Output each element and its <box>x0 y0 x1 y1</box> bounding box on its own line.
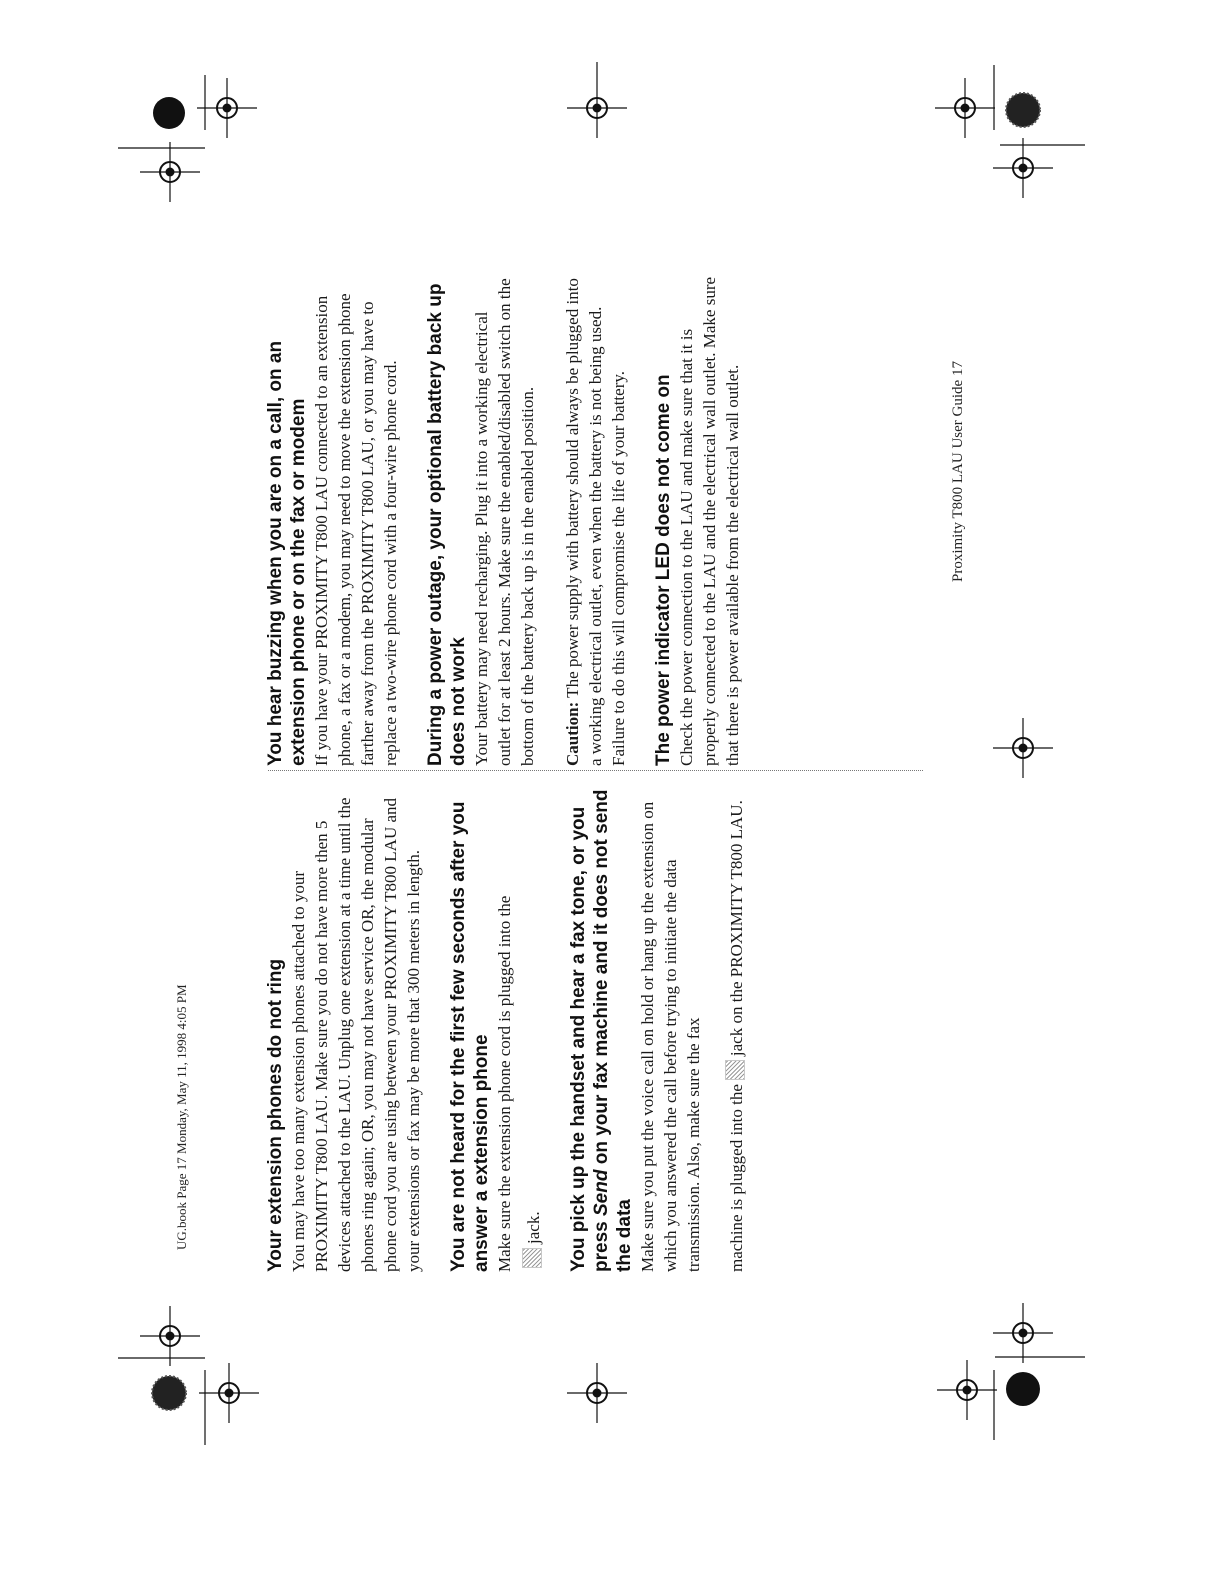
extension-jack-icon <box>522 1248 542 1268</box>
crosshair-icon <box>567 78 627 138</box>
title-part: on your fax machine and it does not send the data <box>591 789 635 1272</box>
section-body-continued <box>725 776 748 1272</box>
registration-dot-top-right <box>1006 93 1040 127</box>
section-title: During a power outage, your optional battery back up does not work <box>425 283 469 766</box>
caution-label: Caution: <box>563 701 582 766</box>
registration-dot-top-left <box>153 97 185 129</box>
section-not-heard-first-seconds <box>447 776 545 1272</box>
section-buzzing <box>264 270 402 766</box>
section-body: Make sure the extension phone cord is plugged into the <box>495 895 514 1272</box>
crosshair-icon <box>993 718 1053 778</box>
title-part: You pick up the handset and hear a fax tone, or you press <box>568 806 612 1272</box>
caution-text: The power supply with battery should always be plugged into a working electrical outlet, even when the battery is not being used. Failure to do this will compromise the life of your battery. <box>563 278 628 766</box>
crosshair-icon <box>567 1363 627 1423</box>
body-part: machine is plugged into the <box>727 1084 746 1272</box>
section-body: Make sure you put the voice call on hold or hang up the extension on which you answered the call before trying to initiate the data transmission. Also, make sure the fax <box>638 801 703 1272</box>
crosshair-icon <box>993 138 1053 198</box>
section-body: Your battery may need recharging. Plug it into a working electrical outlet for at least 2 hours. Make sure the enabled/disabled switch on the bottom of the battery back up is in the enabled position. <box>472 278 537 766</box>
registration-dot-bottom-left <box>152 1376 186 1410</box>
column-divider <box>268 770 923 771</box>
crosshair-icon <box>937 1360 997 1420</box>
body-part: jack on the PROXIMITY T800 LAU. <box>727 800 746 1057</box>
section-title: The power indicator LED does not come on <box>653 374 674 766</box>
fax-jack-icon <box>725 1060 745 1080</box>
section-power-outage <box>424 270 539 766</box>
crosshair-icon <box>993 1303 1053 1363</box>
crosshair-icon <box>140 142 200 202</box>
section-body: If you have your PROXIMITY T800 LAU connected to an extension phone, a fax or a modem, you may need to move the extension phone farther away from the PROXIMITY T800 LAU, or you may have to replace a two-wire phone cord with a four-wire phone cord. <box>312 293 400 766</box>
section-title: Your extension phones do not ring <box>265 958 286 1272</box>
section-extension-phones-no-ring <box>264 776 425 1272</box>
section-body: Check the power connection to the LAU and make sure that it is properly connected to the LAU and the electrical wall outlet. Make sure that there is power available from the electrical wall outlet. <box>677 276 742 766</box>
section-title: You hear buzzing when you are on a call, on an extension phone or on the fax or modem <box>265 340 309 766</box>
section-fax-tone <box>567 776 748 1272</box>
caution-body <box>561 270 630 766</box>
crosshair-icon <box>935 78 995 138</box>
registration-dot-bottom-right <box>1006 1372 1040 1406</box>
crosshair-icon <box>140 1306 200 1366</box>
right-column <box>264 270 766 766</box>
left-column <box>264 776 770 1272</box>
section-power-led <box>652 270 744 766</box>
rotated-page <box>174 272 966 1272</box>
page-footer: Proximity T800 LAU User Guide 17 <box>950 361 966 582</box>
page-header: UG.book Page 17 Monday, May 11, 1998 4:05 PM <box>174 984 189 1250</box>
crosshair-icon <box>197 78 257 138</box>
jack-text: jack. <box>524 1211 543 1244</box>
section-title <box>567 776 636 1272</box>
crosshair-icon <box>199 1363 259 1423</box>
title-send: Send <box>591 1169 612 1217</box>
section-title: You are not heard for the first few seconds after you answer a extension phone <box>448 801 492 1272</box>
jack-line <box>522 776 545 1272</box>
caution-note <box>561 270 630 766</box>
section-body: You may have too many extension phones attached to your PROXIMITY T800 LAU. Make sure you do not have more then 5 devices attached to the LAU. Unplug one extension at a time until the phones ring again; OR, you may not have service OR, the modular phone cord you are using between your PROXIMITY T800 LAU and your extensions or fax may be more that 300 meters in length. <box>289 797 423 1272</box>
